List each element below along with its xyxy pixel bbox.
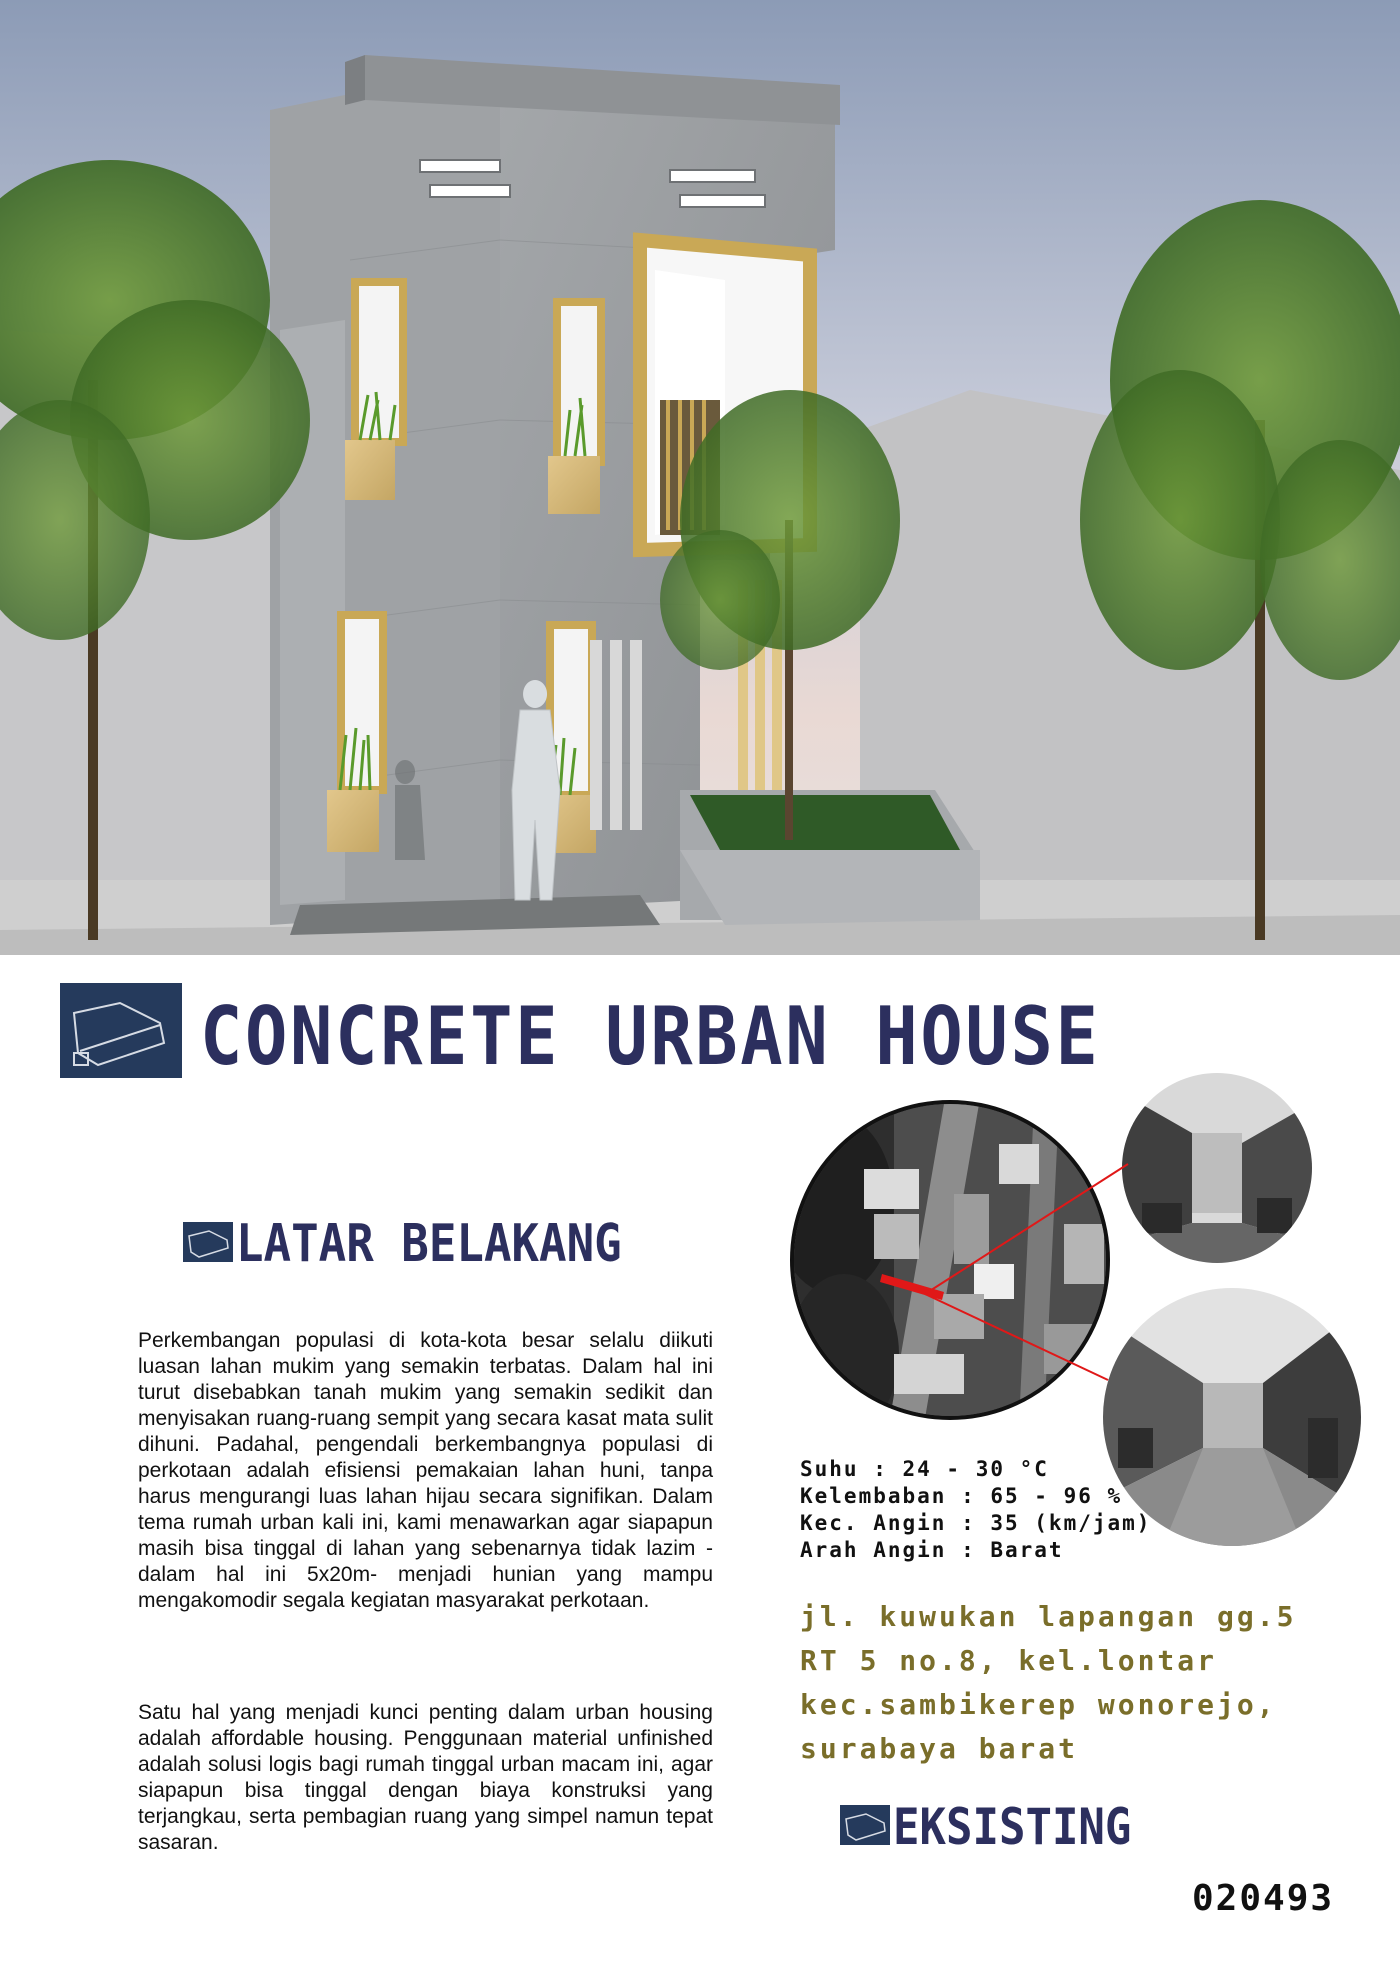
section-logo-icon — [183, 1222, 233, 1262]
climate-wind-speed: Kec. Angin : 35 (km/jam) — [800, 1511, 1152, 1535]
climate-temperature: Suhu : 24 - 30 °C — [800, 1457, 1049, 1481]
site-aerial-map — [790, 1100, 1110, 1420]
existing-heading: EKSISTING — [893, 1798, 1132, 1856]
climate-wind-direction: Arah Angin : Barat — [800, 1538, 1064, 1562]
hero-rendering — [0, 0, 1400, 955]
entry-code: 020493 — [1192, 1878, 1335, 1919]
background-heading: LATAR BELAKANG — [236, 1214, 622, 1274]
climate-humidity: Kelembaban : 65 - 96 % — [800, 1484, 1123, 1508]
address-line-4: surabaya barat — [800, 1732, 1079, 1765]
background-text-2: Satu hal yang menjadi kunci penting dalam urban housing adalah affordable housing. Penggunaan material unfinished adalah solusi logis bagi rumah tinggal urban macam ini, agar siapapun bisa tinggal dengan biaya konstruksi yang terjangkau, serta pembagian ruang yang simpel namun tepat sasaran. — [138, 1701, 713, 1854]
background-paragraph-2 — [138, 1700, 713, 1856]
background-text-1: Perkembangan populasi di kota-kota besar selalu diikuti luasan lahan mukim yang semakin terbatas. Dalam hal ini turut disebabkan tanah mukim yang semakin sedikit dan menyisakan ruang-ruang sempit yang secara kasat mata sulit dihuni. Padahal, pengendali berkembangnya populasi di perkotaan adalah efisiensi pemakaian lahan huni, tanpa harus mengurangi luas lahan hijau secara signifikan. Dalam tema rumah urban kali ini, kami menawarkan agar siapapun masih bisa tinggal di lahan yang sebenarnya tidak lazim - dalam hal ini 5x20m- menjadi hunian yang mampu mengakomodir segala kegiatan masyarakat perkotaan. — [138, 1329, 713, 1612]
climate-info — [800, 1456, 1151, 1564]
address-line-1: jl. kuwukan lapangan gg.5 — [800, 1600, 1297, 1633]
site-address — [800, 1595, 1360, 1771]
background-paragraph-1 — [138, 1328, 713, 1614]
site-photo-alley-1 — [1122, 1073, 1312, 1263]
address-line-3: kec.sambikerep wonorejo, — [800, 1688, 1277, 1721]
address-line-2: RT 5 no.8, kel.lontar — [800, 1644, 1218, 1677]
title-logo-icon — [60, 983, 182, 1078]
page-title: CONCRETE URBAN HOUSE — [200, 990, 1101, 1083]
section-logo-icon-2 — [840, 1805, 890, 1845]
house-rendering-image — [0, 0, 1400, 955]
